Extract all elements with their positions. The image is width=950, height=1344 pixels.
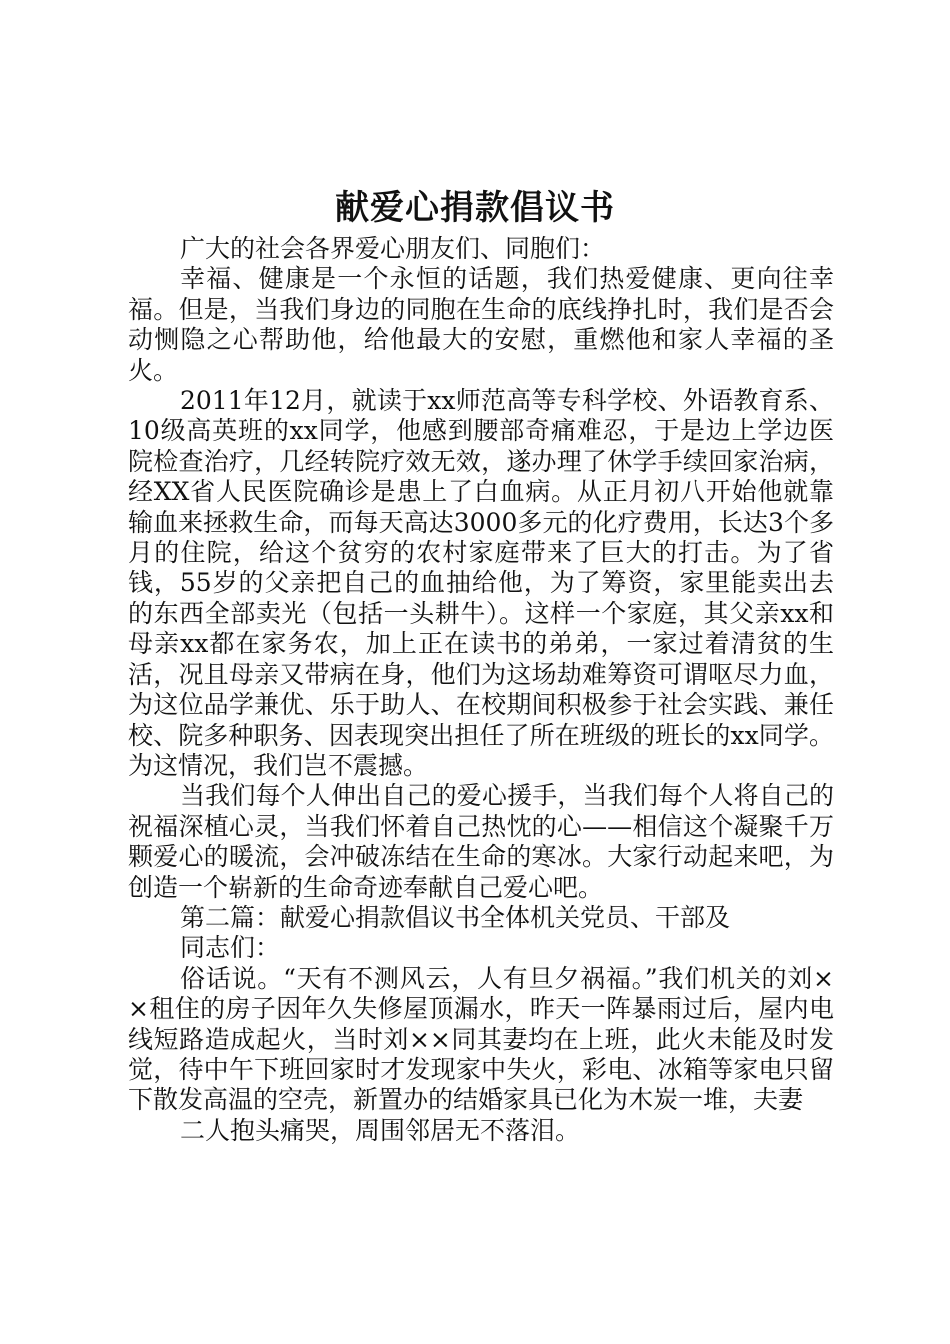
paragraph-greeting: 广大的社会各界爱心朋友们、同胞们：: [180, 234, 606, 263]
paragraph-second-ending: 二人抱头痛哭，周围邻居无不落泪。: [180, 1115, 581, 1145]
paragraph-second-greeting: 同志们：: [180, 933, 281, 963]
document-title: 献爱心捐款倡议书: [335, 188, 615, 228]
paragraph-story: 2011年12月，就读于xx师范高等专科学校、外语教育系、10级高英班的xx同学，他感到腰部奇痛难忍，于是边上学边医院检查治疗，几经转院疗效无效，遂办理了休学手续回家治病，经XX省人民医院确诊是患上了白血病。从正月初八开始他就靠输血来拯救生命，而每天高达3000多元的化疗费用，长达3个多月的住院，给这个贫穷的农村家庭带来了巨大的打击。为了省钱，55岁的父亲把自己的血抽给他，为了筹资，家里能卖出去的东西全部卖光（包括一头耕牛）。这样一个家庭，其父亲xx和母亲xx都在家务农，加上正在读书的弟弟，一家过着清贫的生活，况且母亲又带病在身，他们为这场劫难筹资可谓呕尽力血，为这位品学兼优、乐于助人、在校期间积极参于社会实践、兼任校、院多种职务、因表现突出担任了所在班级的班长的xx同学。为这情况，我们岂不震撼。: [128, 386, 834, 780]
paragraph-second-title: 第二篇：献爱心捐款倡议书全体机关党员、干部及: [180, 902, 731, 932]
document-body: [128, 234, 834, 1146]
paragraph-second-story: 俗话说。“天有不测风云，人有旦夕祸福。”我们机关的刘××租住的房子因年久失修屋顶漏水，昨天一阵暴雨过后，屋内电线短路造成起火，当时刘××同其妻均在上班，此火未能及时发觉，待中午下班回家时才发现家中失火，彩电、冰箱等家电只留下散发高温的空壳，新置办的结婚家具已化为木炭一堆，夫妻: [128, 963, 834, 1115]
paragraph-appeal: 当我们每个人伸出自己的爱心援手，当我们每个人将自己的祝福深植心灵，当我们怀着自己热忱的心——相信这个凝聚千万颗爱心的暖流，会冲破冻结在生命的寒冰。大家行动起来吧，为创造一个崭新的生命奇迹奉献自己爱心吧。: [128, 781, 834, 902]
paragraph-intro: 幸福、健康是一个永恒的话题，我们热爱健康、更向往幸福。但是，当我们身边的同胞在生命的底线挣扎时，我们是否会动恻隐之心帮助他，给他最大的安慰，重燃他和家人幸福的圣火。: [128, 264, 834, 385]
